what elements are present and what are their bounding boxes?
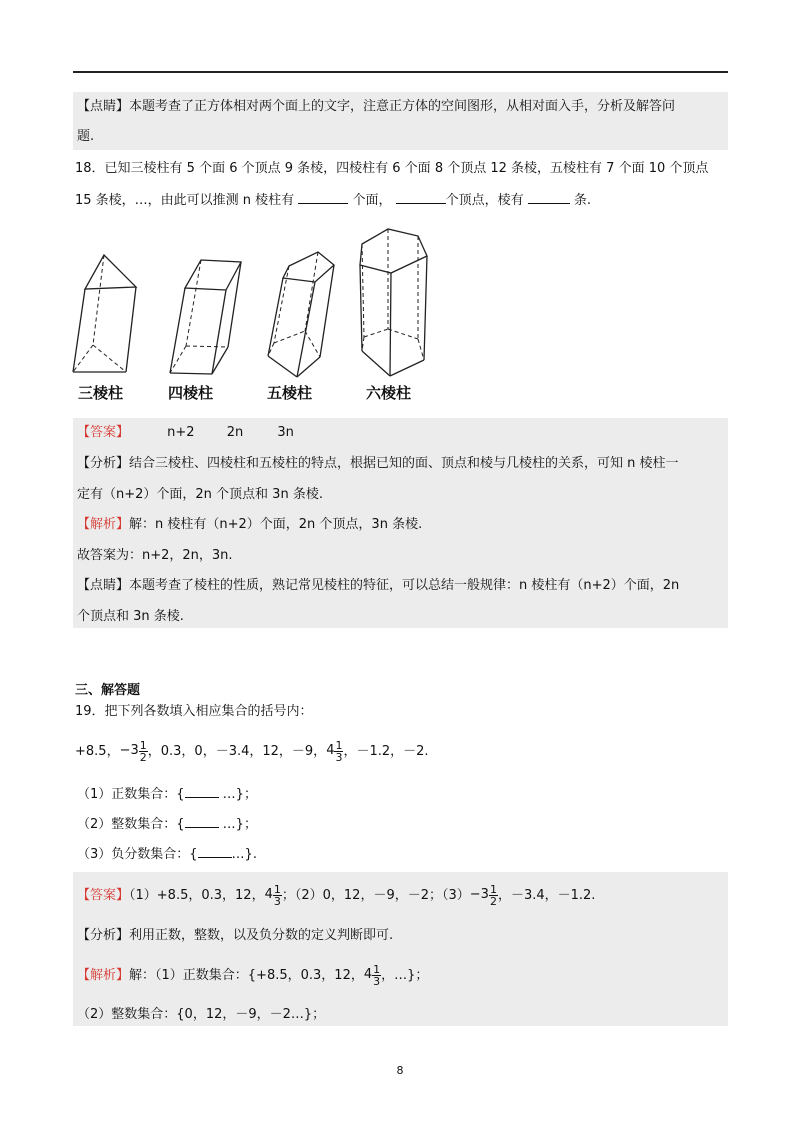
page-number: 8 [396,1064,404,1077]
comment-tag: 【点睛】 [77,99,130,114]
answer-blank-edges[interactable] [528,191,570,204]
q19-set3 [77,845,257,864]
q18-stem-text-b: 个面， [348,193,392,208]
answer-blank-faces[interactable] [298,191,348,204]
set2-tail: …}； [218,817,257,832]
triangular-prism-figure [73,255,136,372]
mixed-number-4-1-3: 4 $\frac{1}{3}$ [264,882,281,908]
set1-tail: …}； [218,787,257,802]
number-text-b: ，0.3，0，－3.4，12，－9， [147,743,327,759]
q18-stem-text-d: 条. [569,193,592,208]
solution-tag: 【解析】 [77,517,130,532]
q19-numbers-line [75,736,429,767]
mixed-number-neg-3-1-2: −3 $\frac{1}{2}$ [469,882,497,908]
pentagonal-prism-figure [268,252,334,377]
q19-analysis-line [77,927,393,945]
comment-text: 本题考查了棱柱的性质，熟记常见棱柱的特征，可以总结一般规律：n 棱柱有（n+2）个面，2n [129,578,680,593]
solution-text-2: 故答案为：n+2，2n，3n. [77,548,233,563]
comment-text-2: 题. [77,129,95,144]
mixed-number-4-1-3: 4 $\frac{1}{3}$ [326,738,343,764]
header-rule [73,71,728,73]
comment-text-2: 个顶点和 3n 条棱. [77,609,184,624]
analysis-text: 结合三棱柱、四棱柱和五棱柱的特点，根据已知的面、顶点和棱与几棱柱的关系，可知 n 棱柱一 [129,456,679,471]
solution-text-b: ，…}； [381,967,429,983]
q18-analysis-line2 [77,486,323,504]
answer-text-a: （1）+8.5，0.3，12， [129,887,265,903]
q18-solution-line1 [77,516,422,534]
mixed-number-4-1-3: 4 $\frac{1}{3}$ [363,962,381,988]
answer-value-3: 3n [277,425,294,440]
analysis-tag: 【分析】 [77,456,130,471]
analysis-text-2: 定有（n+2）个面，2n 个顶点和 3n 条棱. [77,487,323,502]
figure-label-triangular: 三棱柱 [78,384,124,402]
figure-label-pentagonal: 五棱柱 [267,384,313,402]
q17-comment-line1 [77,98,675,116]
analysis-tag: 【分析】 [77,928,130,943]
q18-stem-text-c: 个顶点，棱有 [445,193,524,208]
comment-text: 本题考查了正方体相对两个面上的文字，注意正方体的空间图形，从相对面入手，分析及解答问 [129,99,676,114]
q17-comment-line2 [77,128,94,146]
answer-tag: 【答案】 [77,425,130,440]
q18-answer-line [77,424,294,442]
section-title: 三、解答题 [75,683,141,698]
mixed-number-neg-3-1-2: −3 $\frac{1}{2}$ [119,738,147,764]
q18-stem-text: 18．已知三棱柱有 5 个面 6 个顶点 9 条棱，四棱柱有 6 个面 8 个顶点 12 条棱，五棱柱有 7 个面 10 个顶点 [75,161,709,176]
set2-blank[interactable] [185,815,219,828]
q18-stem-text-a: 15 条棱，…，由此可以推测 n 棱柱有 [75,193,295,208]
set1-label: （1）正数集合：{ [77,787,185,802]
solution-text-a: 解：（1）正数集合：{+8.5，0.3，12， [129,967,364,983]
q18-comment-line2 [77,608,184,626]
q18-analysis-line1 [77,455,679,473]
quadrilateral-prism-figure [170,260,241,374]
answer-text-b: ；（2）0，12，－9，－2；（3） [281,887,470,903]
q19-solution-line1 [77,960,428,991]
set3-tail: …}. [231,847,257,862]
answer-value-1: n+2 [167,425,195,440]
q18-solution-line2 [77,547,233,565]
q18-comment-line1 [77,577,679,595]
q18-stem-line1 [75,160,708,178]
number-text: +8.5， [75,743,120,759]
figure-label-hexagonal: 六棱柱 [366,384,412,402]
q19-answer-line [77,880,595,911]
analysis-text: 利用正数，整数，以及负分数的定义判断即可. [129,928,394,943]
answer-tag: 【答案】 [77,887,130,903]
answer-value-2: 2n [226,425,244,440]
answer-blank-vertices[interactable] [396,191,446,204]
q19-set1 [77,785,257,804]
q19-stem [75,703,313,721]
q18-stem-line2 [75,191,591,210]
number-text-c: ，－1.2，－2. [343,743,429,759]
set3-blank[interactable] [198,845,232,858]
q19-solution-line2 [77,1006,325,1024]
set3-label: （3）负分数集合：{ [77,847,198,862]
comment-tag: 【点睛】 [77,578,130,593]
figure-label-quadrilateral: 四棱柱 [168,384,214,402]
q19-set2 [77,815,257,834]
solution-text: 解：n 棱柱有（n+2）个面，2n 个顶点，3n 条棱. [129,517,423,532]
set1-blank[interactable] [185,785,219,798]
solution-text-2: （2）整数集合：{0，12，－9，－2…}； [77,1007,326,1022]
answer-text-c: ，－3.4，－1.2. [497,887,596,903]
set2-label: （2）整数集合：{ [77,817,185,832]
hexagonal-prism-figure [360,229,427,376]
solution-tag: 【解析】 [77,967,130,983]
q19-stem-text: 19．把下列各数填入相应集合的括号内： [75,704,313,719]
